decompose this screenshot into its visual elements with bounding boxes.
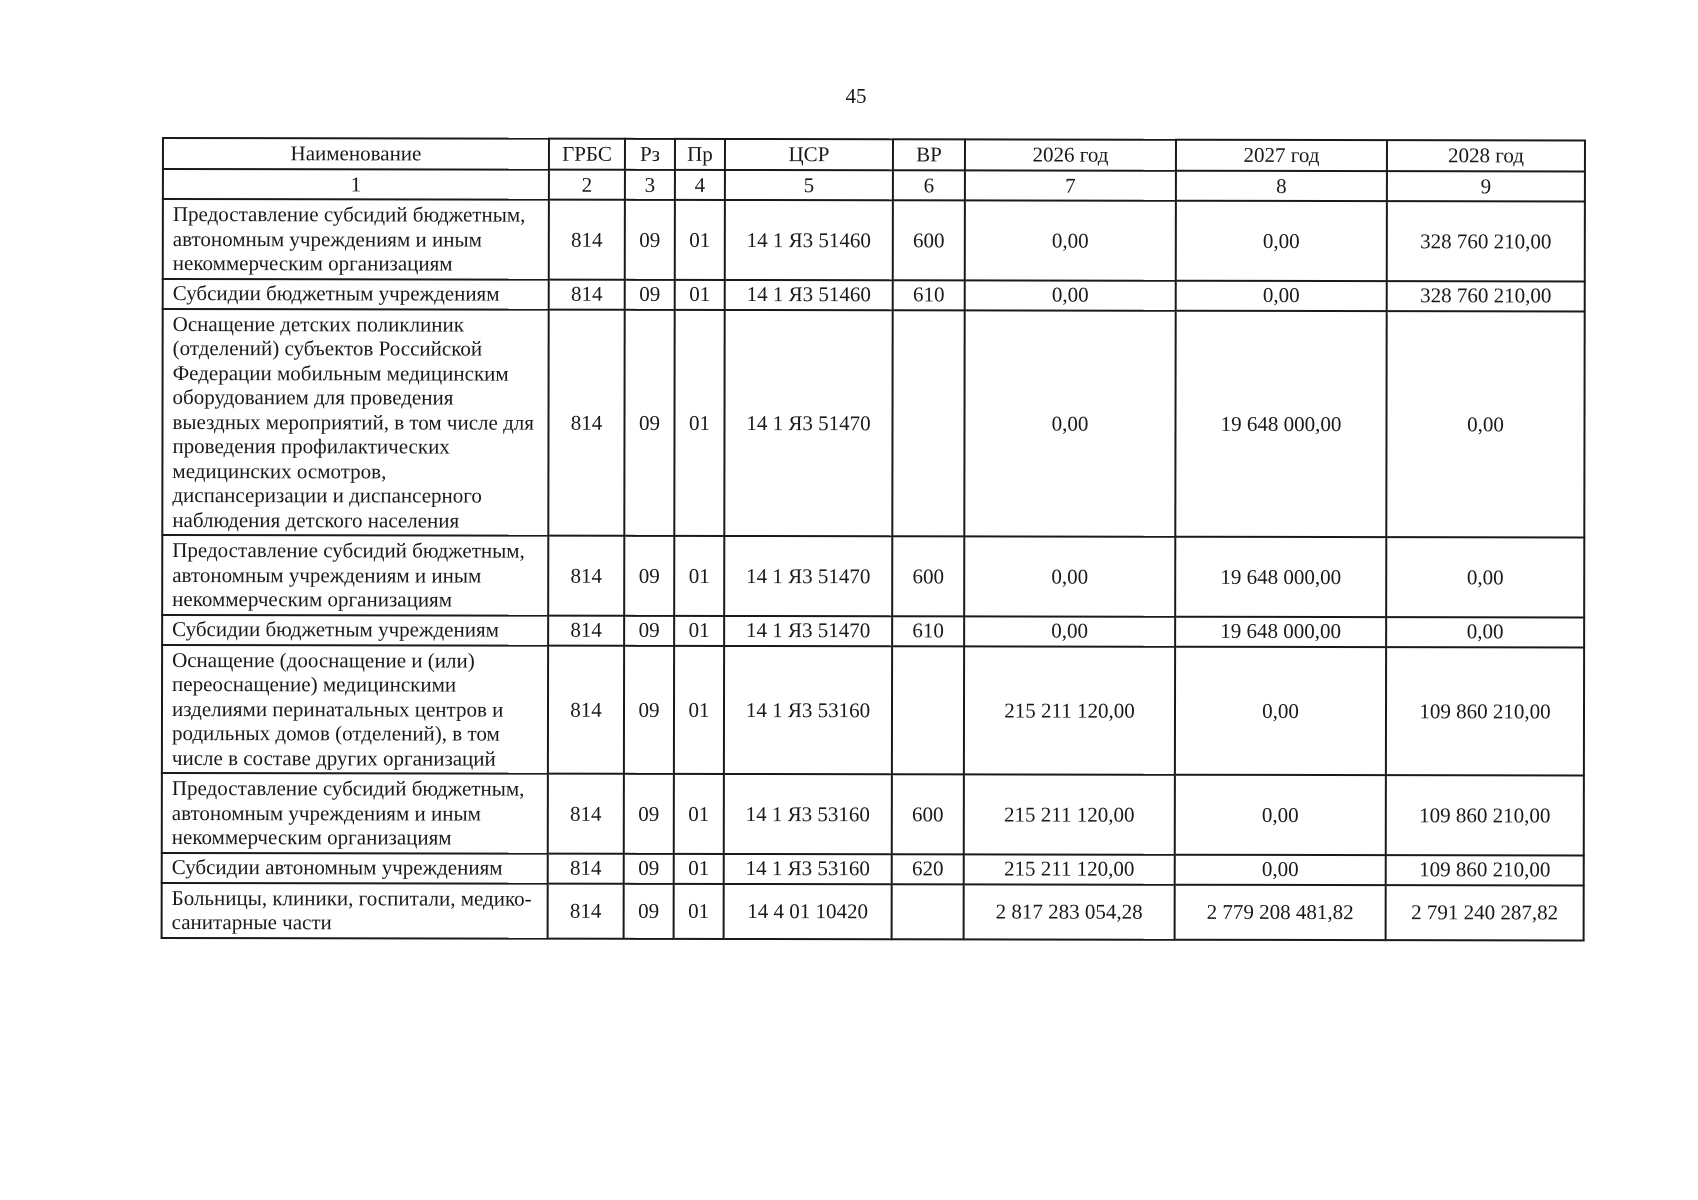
row-rz: 09 xyxy=(624,645,674,774)
row-vr xyxy=(892,884,964,939)
row-2028: 2 791 240 287,82 xyxy=(1386,885,1584,940)
row-2028: 328 760 210,00 xyxy=(1387,281,1585,311)
header-2028: 2028 год xyxy=(1387,140,1585,171)
row-2026: 0,00 xyxy=(965,200,1176,280)
header-grbs: ГРБС xyxy=(549,139,625,170)
row-name: Субсидии бюджетным учреждениям xyxy=(162,615,548,646)
table-row xyxy=(162,645,1584,776)
row-2026: 0,00 xyxy=(964,310,1175,537)
row-pr: 01 xyxy=(674,615,724,645)
row-2027: 19 648 000,00 xyxy=(1175,310,1386,537)
header-vr: ВР xyxy=(893,139,965,170)
row-vr xyxy=(892,310,964,537)
row-vr: 600 xyxy=(892,774,964,854)
row-2026: 215 211 120,00 xyxy=(964,774,1175,854)
column-number: 1 xyxy=(163,169,549,200)
column-number: 8 xyxy=(1176,171,1387,201)
row-rz: 09 xyxy=(624,615,674,645)
row-rz: 09 xyxy=(624,883,674,938)
row-vr xyxy=(892,646,964,775)
column-number: 4 xyxy=(675,170,725,200)
row-2027: 0,00 xyxy=(1175,646,1386,775)
row-name: Предоставление субсидий бюджетным, автономным учреждениям и иным некоммерческим организациям xyxy=(162,773,548,853)
row-2026: 0,00 xyxy=(964,536,1175,616)
row-2026: 215 211 120,00 xyxy=(964,854,1175,884)
row-2027: 0,00 xyxy=(1175,854,1386,884)
row-2027: 19 648 000,00 xyxy=(1175,616,1386,646)
row-rz: 09 xyxy=(624,536,674,616)
row-pr: 01 xyxy=(674,536,724,616)
row-rz: 09 xyxy=(625,200,675,280)
budget-table xyxy=(161,137,1586,941)
page-number: 45 xyxy=(845,84,867,108)
row-2028: 109 860 210,00 xyxy=(1386,647,1584,776)
row-grbs: 814 xyxy=(549,200,625,280)
table-row xyxy=(162,309,1584,538)
table-row xyxy=(162,615,1584,647)
header-2027: 2027 год xyxy=(1176,140,1387,171)
row-2028: 328 760 210,00 xyxy=(1387,201,1585,281)
row-name: Больницы, клиники, госпитали, медико-санитарные части xyxy=(162,883,548,939)
table-row xyxy=(163,199,1585,281)
column-number: 5 xyxy=(725,170,893,200)
column-number: 3 xyxy=(625,170,675,200)
row-2027: 2 779 208 481,82 xyxy=(1175,884,1386,939)
table-row xyxy=(163,279,1585,311)
table-row xyxy=(162,883,1584,940)
row-pr: 01 xyxy=(674,645,724,774)
row-name: Субсидии бюджетным учреждениям xyxy=(163,279,549,310)
row-2028: 0,00 xyxy=(1386,617,1584,647)
column-number: 7 xyxy=(965,170,1176,200)
row-name: Предоставление субсидий бюджетным, автономным учреждениям и иным некоммерческим организациям xyxy=(163,199,549,279)
row-2026: 215 211 120,00 xyxy=(964,646,1175,775)
row-grbs: 814 xyxy=(548,645,624,774)
row-2026: 2 817 283 054,28 xyxy=(964,884,1175,939)
row-pr: 01 xyxy=(675,279,725,309)
table-row xyxy=(162,535,1584,617)
row-vr: 600 xyxy=(893,200,965,280)
row-2027: 0,00 xyxy=(1175,775,1386,855)
row-vr: 610 xyxy=(892,616,964,646)
row-csr: 14 1 Я3 51460 xyxy=(725,200,893,280)
row-2027: 0,00 xyxy=(1176,201,1387,281)
row-vr: 610 xyxy=(893,280,965,310)
row-name: Оснащение (дооснащение и (или) переоснащение) медицинскими изделиями перинатальных центров и родильных домов (отделений), в том числе в составе других организаций xyxy=(162,645,548,774)
row-2028: 0,00 xyxy=(1386,537,1584,617)
row-grbs: 814 xyxy=(549,279,625,309)
header-csr: ЦСР xyxy=(725,139,893,170)
row-grbs: 814 xyxy=(548,536,624,616)
row-vr: 600 xyxy=(892,536,964,616)
row-2026: 0,00 xyxy=(964,616,1175,646)
row-2026: 0,00 xyxy=(965,280,1176,310)
row-csr: 14 4 01 10420 xyxy=(724,883,892,938)
row-grbs: 814 xyxy=(548,853,624,883)
row-grbs: 814 xyxy=(548,774,624,854)
row-csr: 14 1 Я3 51470 xyxy=(724,309,892,536)
row-pr: 01 xyxy=(674,853,724,883)
row-csr: 14 1 Я3 51470 xyxy=(724,536,892,616)
column-number: 2 xyxy=(549,170,625,200)
row-name: Оснащение детских поликлиник (отделений) субъектов Российской Федерации мобильным медицинским оборудованием для проведения выездных мероприятий, в том числе для проведения профилактических медицинских осмотров, диспансеризации и диспансерного наблюдения детского населения xyxy=(162,309,548,536)
column-number: 9 xyxy=(1387,171,1585,201)
row-grbs: 814 xyxy=(548,615,624,645)
row-name: Предоставление субсидий бюджетным, автономным учреждениям и иным некоммерческим организациям xyxy=(162,535,548,615)
row-2027: 19 648 000,00 xyxy=(1175,537,1386,617)
row-grbs: 814 xyxy=(548,883,624,938)
row-pr: 01 xyxy=(674,883,724,938)
table-row xyxy=(162,773,1584,855)
row-pr: 01 xyxy=(674,774,724,854)
row-csr: 14 1 Я3 51470 xyxy=(724,615,892,645)
row-grbs: 814 xyxy=(548,309,624,536)
row-pr: 01 xyxy=(674,309,724,536)
row-rz: 09 xyxy=(624,853,674,883)
row-name: Субсидии автономным учреждениям xyxy=(162,853,548,884)
table-row xyxy=(162,853,1584,885)
column-number: 6 xyxy=(893,170,965,200)
header-pr: Пр xyxy=(675,139,725,170)
row-csr: 14 1 Я3 53160 xyxy=(724,853,892,883)
header-2026: 2026 год xyxy=(965,139,1176,170)
row-2028: 109 860 210,00 xyxy=(1386,775,1584,855)
column-number-row xyxy=(163,169,1585,201)
row-rz: 09 xyxy=(624,774,674,854)
row-csr: 14 1 Я3 53160 xyxy=(724,645,892,774)
row-rz: 09 xyxy=(625,279,675,309)
header-name: Наименование xyxy=(163,138,549,170)
header-rz: Рз xyxy=(625,139,675,170)
row-2028: 0,00 xyxy=(1386,311,1584,538)
row-csr: 14 1 Я3 51460 xyxy=(725,279,893,309)
row-vr: 620 xyxy=(892,854,964,884)
row-2028: 109 860 210,00 xyxy=(1386,855,1584,885)
row-pr: 01 xyxy=(675,200,725,280)
row-csr: 14 1 Я3 53160 xyxy=(724,774,892,854)
header-row xyxy=(163,138,1585,171)
row-2027: 0,00 xyxy=(1176,280,1387,310)
row-rz: 09 xyxy=(624,309,674,536)
